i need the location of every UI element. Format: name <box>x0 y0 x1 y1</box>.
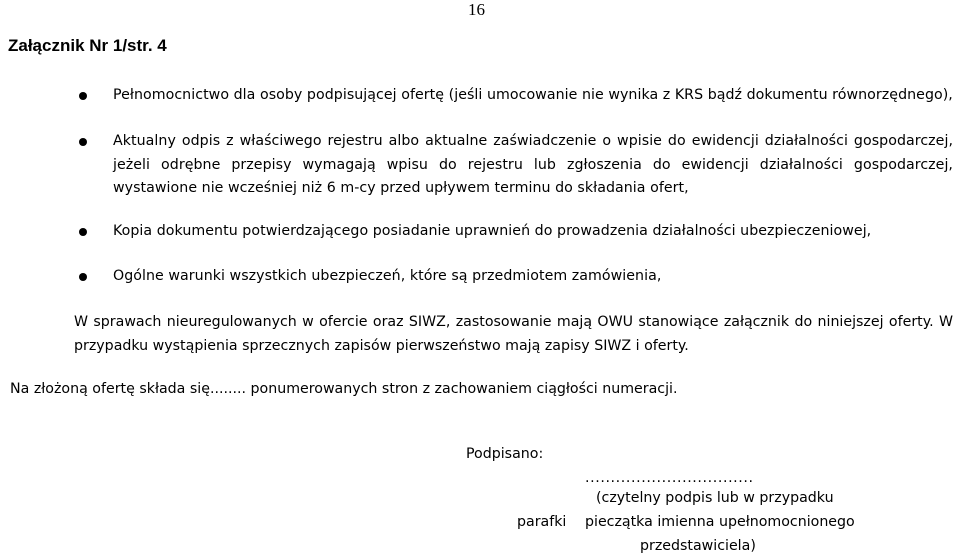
bullet-icon <box>79 138 87 146</box>
list-item-text: Pełnomocnictwo dla osoby podpisującej ofertę (jeśli umocowanie nie wynika z KRS bądź dokumentu równorzędnego), <box>113 87 953 103</box>
signature-block <box>0 440 959 559</box>
page-number: 16 <box>468 0 485 19</box>
bullet-icon <box>79 228 87 236</box>
caption-line-1: (czytelny podpis lub w przypadku <box>596 490 834 506</box>
bullet-icon <box>79 273 87 281</box>
list-item-text: Aktualny odpis z właściwego rejestru albo aktualne zaświadczenie o wpisie do ewidencji działalności gospodarczej, jeżeli odrębne przepisy wymagają wpisu do rejestru lub zgłoszenia do ewidencji działalności gospodarczej, wystawione nie wcześniej niż 6 m-cy przed upływem terminu do składania ofert, <box>113 133 953 197</box>
page-count-paragraph: Na złożoną ofertę składa się........ ponumerowanych stron z zachowaniem ciągłości numeracji. <box>10 381 678 397</box>
list-item-text: Kopia dokumentu potwierdzającego posiadanie uprawnień do prowadzenia działalności ubezpieczeniowej, <box>113 223 872 239</box>
caption-line-2-prefix: parafki <box>517 514 567 530</box>
list-item-text: Ogólne warunki wszystkich ubezpieczeń, które są przedmiotem zamówienia, <box>113 268 662 284</box>
bullet-icon <box>79 92 87 100</box>
signature-line: ................................. <box>585 470 754 486</box>
caption-line-2: pieczątka imienna upełnomocnionego <box>585 514 855 530</box>
signed-label: Podpisano: <box>466 446 544 462</box>
unregulated-matters-paragraph: W sprawach nieuregulowanych w ofercie oraz SIWZ, zastosowanie mają OWU stanowiące załącznik do niniejszej oferty. W przypadku wystąpienia sprzecznych zapisów pierwszeństwo mają zapisy SIWZ i oferty. <box>74 314 953 354</box>
attachment-label: Załącznik Nr 1/str. 4 <box>8 36 167 55</box>
caption-line-3: przedstawiciela) <box>640 538 756 554</box>
